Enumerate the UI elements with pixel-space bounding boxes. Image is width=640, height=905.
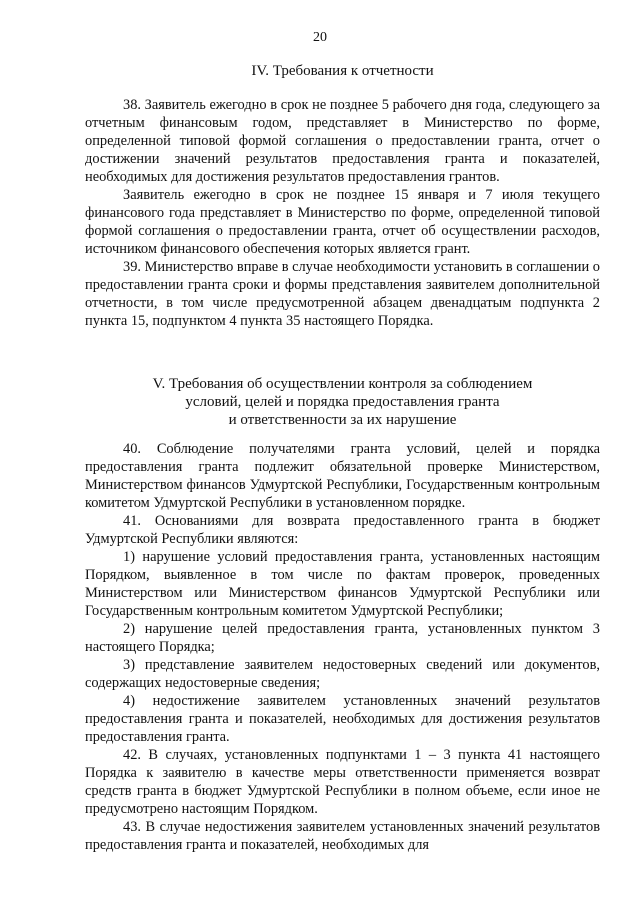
section-heading-v-line-2: условий, целей и порядка предоставления гранта: [185, 394, 500, 410]
paragraph-41-item-1: 1) нарушение условий предоставления гранта, установленных настоящим Порядком, выявленное в том числе по фактам проверок, проведенных Министерством или Министерством финансов Удмуртской Республики или Государственным контрольным комитетом Удмуртской Республики;: [85, 549, 600, 619]
section-heading-v-line-1: V. Требования об осуществлении контроля за соблюдением: [152, 376, 533, 392]
section-heading-v: [85, 375, 600, 429]
paragraph-41-item-3: 3) представление заявителем недостоверных сведений или документов, содержащих недостоверные сведения;: [85, 657, 600, 691]
paragraph-43: 43. В случае недостижения заявителем установленных значений результатов предоставления гранта и показателей, необходимых для: [85, 819, 600, 853]
paragraph-39: 39. Министерство вправе в случае необходимости установить в соглашении о предоставлении гранта сроки и формы представления заявителем дополнительной отчетности, в том числе предусмотренной абзацем двенадцатым подпункта 2 пункта 15, подпунктом 4 пункта 35 настоящего Порядка.: [85, 259, 600, 329]
section-heading-iv: IV. Требования к отчетности: [251, 63, 434, 79]
paragraph-40: 40. Соблюдение получателями гранта условий, целей и порядка предоставления гранта подлежит обязательной проверке Министерством, Министерством финансов Удмуртской Республики, Государственным контрольным комитетом Удмуртской Республики в установленном порядке.: [85, 441, 600, 511]
section-heading-v-line-3: и ответственности за их нарушение: [228, 412, 457, 428]
section-iv-body: [85, 96, 600, 330]
paragraph-38: 38. Заявитель ежегодно в срок не позднее 5 рабочего дня года, следующего за отчетным финансовым годом, представляет в Министерство по форме, определенной типовой формой соглашения о предоставлении гранта, отчет о достижении значений результатов предоставления гранта и показателей, необходимых для достижения результатов предоставления грантов.: [85, 97, 600, 185]
paragraph-42: 42. В случаях, установленных подпунктами 1 – 3 пункта 41 настоящего Порядка к заявителю в качестве меры ответственности применяется возврат средств гранта в бюджет Удмуртской Республики в полном объеме, если иное не предусмотрено настоящим Порядком.: [85, 747, 600, 817]
section-v-body: [85, 440, 600, 854]
paragraph-41-item-4: 4) недостижение заявителем установленных значений результатов предоставления гранта и показателей, необходимых для достижения результатов предоставления гранта.: [85, 693, 600, 745]
paragraph-41-item-2: 2) нарушение целей предоставления гранта, установленных пунктом 3 настоящего Порядка;: [85, 621, 600, 655]
paragraph-41: 41. Основаниями для возврата предоставленного гранта в бюджет Удмуртской Республики являются:: [85, 513, 600, 547]
page-number: 20: [313, 30, 327, 45]
paragraph-38-reporting: Заявитель ежегодно в срок не позднее 15 января и 7 июля текущего финансового года представляет в Министерство по форме, определенной типовой формой соглашения о предоставлении гранта, отчет об осуществлении расходов, источником финансового обеспечения которых является грант.: [85, 187, 600, 257]
